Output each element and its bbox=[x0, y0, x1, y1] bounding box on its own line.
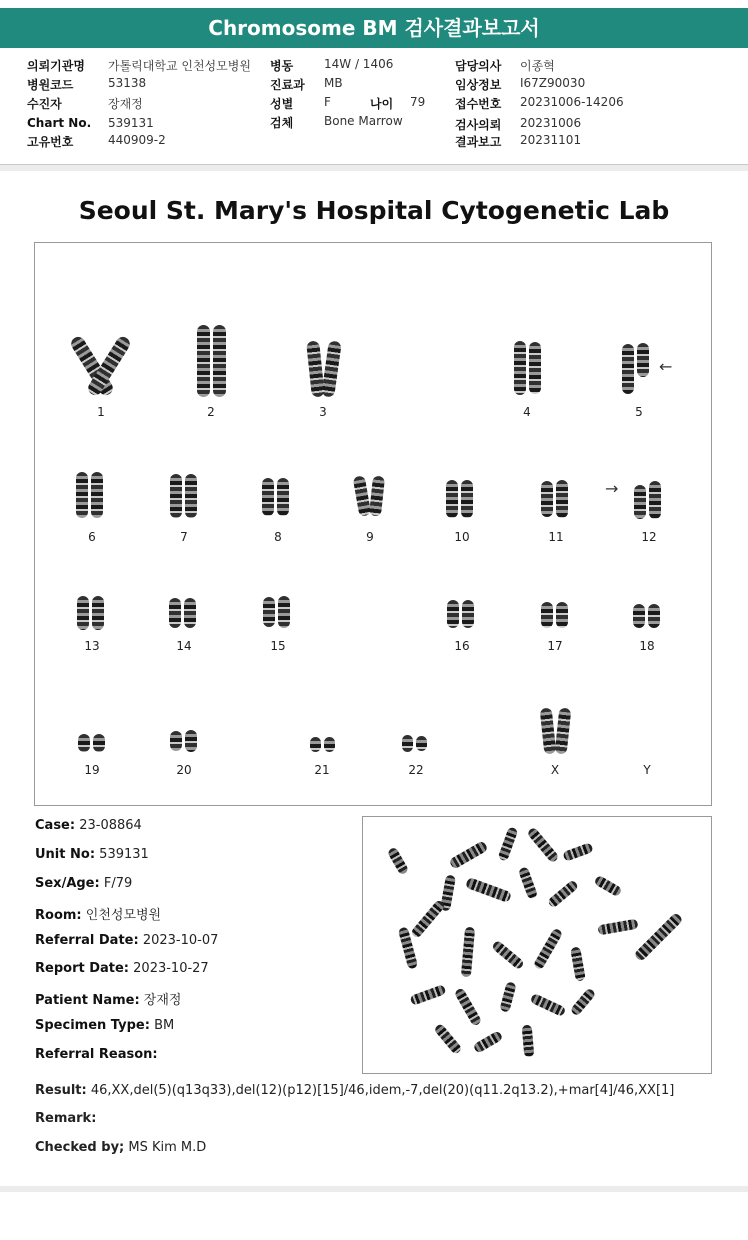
label-ward: 병동 bbox=[270, 59, 294, 73]
chromosome-pair-7 bbox=[165, 473, 201, 519]
chromosome-label: 3 bbox=[319, 405, 327, 419]
chromosome-label: 17 bbox=[547, 639, 563, 653]
chromosome-pair-2 bbox=[191, 323, 231, 399]
chromosome-label: 7 bbox=[180, 530, 188, 544]
label-unique-id: 고유번호 bbox=[27, 135, 74, 149]
lab-title: Seoul St. Mary's Hospital Cytogenetic Lab bbox=[78, 196, 670, 225]
value-department: MB bbox=[324, 76, 343, 90]
chromosome-label: 14 bbox=[176, 639, 192, 653]
label-report-date: 결과보고 bbox=[455, 135, 502, 149]
label-chart-no: Chart No. bbox=[27, 116, 92, 130]
chromosome-label: 21 bbox=[314, 763, 330, 777]
chromosome-label: X bbox=[550, 763, 560, 777]
chromosome-pair-14 bbox=[165, 597, 199, 629]
separator-band-bottom bbox=[0, 1186, 748, 1192]
chromosome-label: 20 bbox=[176, 763, 192, 777]
result-line: Result: 46,XX,del(5)(q13q33),del(12)(p12)[15]/46,idem,-7,del(20)(q11.2q13.2),+mar[4]/46,XX[1] bbox=[35, 1083, 675, 1098]
chromosome-pair-19 bbox=[75, 733, 107, 753]
value-requesting-institution: 가톨릭대학교 인천성모병원 bbox=[108, 59, 251, 73]
chromosome-pair-21 bbox=[307, 735, 337, 753]
chromosome-pair-16 bbox=[443, 599, 477, 629]
chromosome-pair-10 bbox=[441, 479, 477, 519]
chromosome-pair-17 bbox=[537, 601, 571, 629]
detail-row-unit-no: Unit No: 539131 bbox=[35, 847, 149, 862]
label-requesting-institution: 의뢰기관명 bbox=[27, 59, 85, 73]
value-age: 79 bbox=[410, 95, 426, 109]
value-sex: F bbox=[324, 95, 331, 109]
label-hospital-code: 병원코드 bbox=[27, 78, 74, 92]
chromosome-pair-1 bbox=[65, 331, 135, 401]
chromosome-label: 9 bbox=[366, 530, 374, 544]
value-patient: 장재정 bbox=[108, 97, 143, 111]
chromosome-pair-6 bbox=[71, 471, 107, 519]
chromosome-pair-8 bbox=[257, 477, 293, 517]
chromosome-pair-20 bbox=[167, 729, 199, 753]
value-unique-id: 440909-2 bbox=[108, 133, 166, 147]
chromosome-pair-22 bbox=[399, 733, 429, 753]
report-title: Chromosome BM 검사결과보고서 bbox=[0, 8, 748, 48]
chromosome-pair-9 bbox=[349, 475, 389, 517]
label-accession-no: 접수번호 bbox=[455, 97, 502, 111]
chromosome-pair-4 bbox=[505, 339, 549, 397]
chromosome-label: 4 bbox=[523, 405, 531, 419]
chromosome-label: 12 bbox=[641, 530, 657, 544]
label-age: 나이 bbox=[370, 97, 394, 111]
chromosome-pair-11 bbox=[535, 479, 573, 519]
chromosome-label: 19 bbox=[84, 763, 100, 777]
chromosome-label: 2 bbox=[207, 405, 215, 419]
value-chart-no: 539131 bbox=[108, 116, 154, 130]
chromosome-label: 18 bbox=[639, 639, 655, 653]
chromosome-label: 8 bbox=[274, 530, 282, 544]
chromosome-label: 16 bbox=[454, 639, 470, 653]
label-clinical-info: 임상정보 bbox=[455, 78, 502, 92]
chromosome-pair-18 bbox=[629, 603, 663, 629]
arrow-right-icon: → bbox=[605, 479, 619, 498]
chromosome-label: 11 bbox=[548, 530, 564, 544]
label-patient: 수진자 bbox=[27, 97, 62, 111]
label-specimen: 검체 bbox=[270, 116, 294, 130]
chromosome-label: 10 bbox=[454, 530, 470, 544]
metaphase-image bbox=[362, 816, 712, 1074]
detail-row-referral-date: Referral Date: 2023-10-07 bbox=[35, 933, 219, 948]
label-physician: 담당의사 bbox=[455, 59, 502, 73]
chromosome-pair-3 bbox=[301, 339, 345, 399]
value-request-date: 20231006 bbox=[520, 116, 582, 130]
chromosome-pair-15 bbox=[259, 595, 293, 629]
detail-row-referral-reason: Referral Reason: bbox=[35, 1047, 158, 1062]
value-physician: 이종혁 bbox=[520, 59, 555, 73]
chromosome-pair-13 bbox=[73, 595, 107, 631]
chromosome-label: 15 bbox=[270, 639, 286, 653]
label-request-date: 검사의뢰 bbox=[455, 118, 502, 132]
chromosome-pair-x bbox=[535, 707, 575, 755]
value-clinical-info: I67Z90030 bbox=[520, 76, 586, 90]
arrow-left-icon: ← bbox=[659, 357, 673, 376]
detail-row-room: Room: 인천성모병원 bbox=[35, 908, 162, 923]
detail-row-patient-name: Patient Name: 장재정 bbox=[35, 993, 182, 1008]
value-accession-no: 20231006-14206 bbox=[520, 95, 624, 109]
value-hospital-code: 53138 bbox=[108, 76, 147, 90]
checked-by: Checked by; MS Kim M.D bbox=[35, 1140, 207, 1155]
detail-row-case: Case: 23-08864 bbox=[35, 818, 142, 833]
value-specimen: Bone Marrow bbox=[324, 114, 403, 128]
chromosome-label: 1 bbox=[97, 405, 105, 419]
label-department: 진료과 bbox=[270, 78, 305, 92]
chromosome-label: 13 bbox=[84, 639, 100, 653]
chromosome-label: 22 bbox=[408, 763, 424, 777]
chromosome-pair-12 bbox=[629, 481, 665, 519]
remark-label: Remark: bbox=[35, 1111, 97, 1126]
label-sex: 성별 bbox=[270, 97, 294, 111]
chromosome-pair-5 bbox=[617, 343, 653, 395]
value-report-date: 20231101 bbox=[520, 133, 582, 147]
chromosome-label: Y bbox=[643, 763, 651, 777]
karyotype-panel bbox=[34, 242, 712, 806]
value-ward: 14W / 1406 bbox=[324, 57, 394, 71]
detail-row-report-date: Report Date: 2023-10-27 bbox=[35, 961, 209, 976]
separator-band-top bbox=[0, 165, 748, 171]
detail-row-sex-age: Sex/Age: F/79 bbox=[35, 876, 133, 891]
detail-row-specimen-type: Specimen Type: BM bbox=[35, 1018, 175, 1033]
chromosome-label: 6 bbox=[88, 530, 96, 544]
chromosome-label: 5 bbox=[635, 405, 643, 419]
result-karyotype: 46,XX,del(5)(q13q33),del(12)(p12)[15]/46,idem,-7,del(20)(q11.2q13.2),+mar[4]/46,XX[1] bbox=[90, 1083, 675, 1098]
